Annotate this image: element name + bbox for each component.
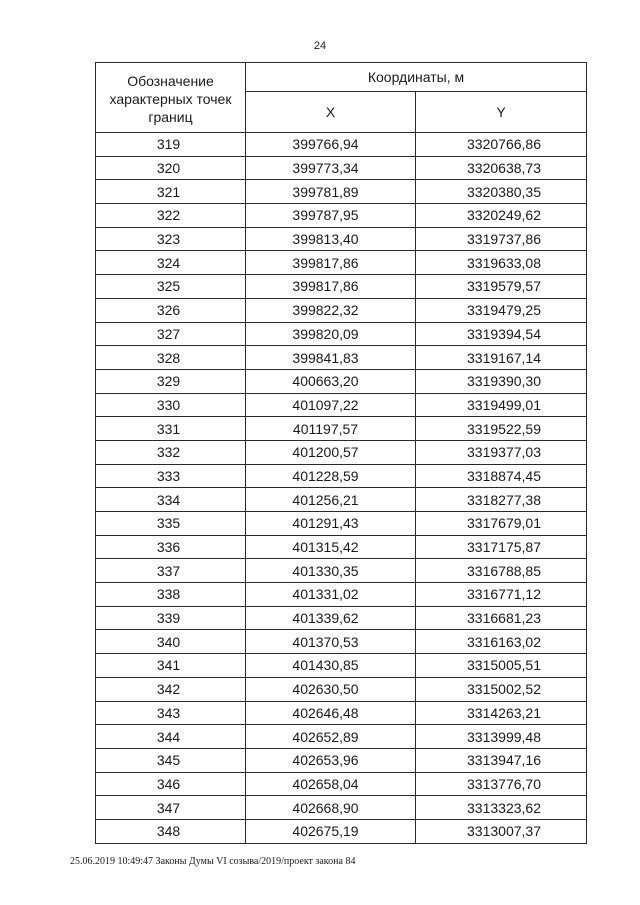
- point-cell: 334: [96, 488, 246, 512]
- point-cell: 342: [96, 677, 246, 701]
- point-cell: 331: [96, 417, 246, 441]
- point-cell: 345: [96, 748, 246, 772]
- page-number: 24: [313, 40, 327, 52]
- x-cell: 401330,35: [246, 559, 416, 583]
- point-cell: 319: [96, 133, 246, 157]
- y-cell: 3319579,57: [416, 275, 587, 299]
- y-cell: 3317175,87: [416, 535, 587, 559]
- table-row: [96, 654, 587, 678]
- point-cell: 336: [96, 535, 246, 559]
- table-row: [96, 298, 587, 322]
- point-cell: 339: [96, 606, 246, 630]
- table-row: [96, 772, 587, 796]
- x-cell: 399817,86: [246, 275, 416, 299]
- point-cell: 346: [96, 772, 246, 796]
- table-row: [96, 204, 587, 228]
- point-cell: 335: [96, 512, 246, 536]
- point-cell: 343: [96, 701, 246, 725]
- y-column-header: Y: [416, 92, 587, 133]
- x-cell: 399773,34: [246, 156, 416, 180]
- point-cell: 320: [96, 156, 246, 180]
- y-cell: 3315005,51: [416, 654, 587, 678]
- table-row: [96, 346, 587, 370]
- table-row: [96, 630, 587, 654]
- x-cell: 402646,48: [246, 701, 416, 725]
- y-cell: 3319522,59: [416, 417, 587, 441]
- point-cell: 326: [96, 298, 246, 322]
- point-cell: 329: [96, 369, 246, 393]
- table-row: [96, 369, 587, 393]
- y-cell: 3319479,25: [416, 298, 587, 322]
- y-cell: 3319377,03: [416, 440, 587, 464]
- y-cell: 3313999,48: [416, 725, 587, 749]
- y-cell: 3319394,54: [416, 322, 587, 346]
- x-cell: 399813,40: [246, 227, 416, 251]
- point-cell: 321: [96, 180, 246, 204]
- x-cell: 399841,83: [246, 346, 416, 370]
- x-cell: 399817,86: [246, 251, 416, 275]
- y-cell: 3317679,01: [416, 512, 587, 536]
- y-cell: 3318277,38: [416, 488, 587, 512]
- point-cell: 322: [96, 204, 246, 228]
- table-row: [96, 227, 587, 251]
- table-row: [96, 512, 587, 536]
- y-cell: 3314263,21: [416, 701, 587, 725]
- point-cell: 347: [96, 796, 246, 820]
- table-row: [96, 251, 587, 275]
- x-cell: 399766,94: [246, 133, 416, 157]
- x-cell: 402630,50: [246, 677, 416, 701]
- x-cell: 401197,57: [246, 417, 416, 441]
- x-column-header: X: [246, 92, 416, 133]
- y-cell: 3319390,30: [416, 369, 587, 393]
- table-row: [96, 748, 587, 772]
- y-cell: 3319737,86: [416, 227, 587, 251]
- y-cell: 3316163,02: [416, 630, 587, 654]
- table-row: [96, 583, 587, 607]
- coordinates-table: [95, 62, 587, 844]
- x-cell: 402652,89: [246, 725, 416, 749]
- y-cell: 3319499,01: [416, 393, 587, 417]
- x-cell: 399822,32: [246, 298, 416, 322]
- point-cell: 323: [96, 227, 246, 251]
- table-row: [96, 725, 587, 749]
- table-row: [96, 677, 587, 701]
- x-cell: 402668,90: [246, 796, 416, 820]
- y-cell: 3316788,85: [416, 559, 587, 583]
- table-row: [96, 322, 587, 346]
- y-cell: 3313007,37: [416, 819, 587, 843]
- table-row: [96, 606, 587, 630]
- x-cell: 401228,59: [246, 464, 416, 488]
- x-cell: 401315,42: [246, 535, 416, 559]
- point-cell: 337: [96, 559, 246, 583]
- x-cell: 401339,62: [246, 606, 416, 630]
- x-cell: 402658,04: [246, 772, 416, 796]
- y-cell: 3316771,12: [416, 583, 587, 607]
- x-cell: 400663,20: [246, 369, 416, 393]
- table-row: [96, 440, 587, 464]
- y-cell: 3320380,35: [416, 180, 587, 204]
- point-cell: 324: [96, 251, 246, 275]
- y-cell: 3315002,52: [416, 677, 587, 701]
- x-cell: 402653,96: [246, 748, 416, 772]
- table-body: [96, 133, 587, 844]
- x-cell: 399781,89: [246, 180, 416, 204]
- x-cell: 401291,43: [246, 512, 416, 536]
- table-row: [96, 819, 587, 843]
- y-cell: 3319633,08: [416, 251, 587, 275]
- point-cell: 330: [96, 393, 246, 417]
- x-cell: 401200,57: [246, 440, 416, 464]
- x-cell: 401370,53: [246, 630, 416, 654]
- y-cell: 3319167,14: [416, 346, 587, 370]
- x-cell: 401256,21: [246, 488, 416, 512]
- x-cell: 402675,19: [246, 819, 416, 843]
- table-header: [96, 63, 587, 133]
- x-cell: 399787,95: [246, 204, 416, 228]
- table-row: [96, 559, 587, 583]
- coordinates-header: Координаты, м: [246, 63, 587, 92]
- point-cell: 340: [96, 630, 246, 654]
- point-column-header: Обозначение характерных точек границ: [96, 63, 246, 133]
- point-cell: 338: [96, 583, 246, 607]
- table-row: [96, 701, 587, 725]
- point-cell: 341: [96, 654, 246, 678]
- table-row: [96, 796, 587, 820]
- table-row: [96, 393, 587, 417]
- table-row: [96, 180, 587, 204]
- table-row: [96, 133, 587, 157]
- y-cell: 3316681,23: [416, 606, 587, 630]
- table-row: [96, 156, 587, 180]
- x-cell: 401430,85: [246, 654, 416, 678]
- footer-stamp: 25.06.2019 10:49:47 Законы Думы VI созыва/2019/проект закона 84: [70, 856, 356, 867]
- y-cell: 3318874,45: [416, 464, 587, 488]
- x-cell: 401097,22: [246, 393, 416, 417]
- y-cell: 3313323,62: [416, 796, 587, 820]
- y-cell: 3320766,86: [416, 133, 587, 157]
- x-cell: 399820,09: [246, 322, 416, 346]
- point-cell: 325: [96, 275, 246, 299]
- x-cell: 401331,02: [246, 583, 416, 607]
- y-cell: 3320638,73: [416, 156, 587, 180]
- point-cell: 328: [96, 346, 246, 370]
- table-row: [96, 417, 587, 441]
- y-cell: 3320249,62: [416, 204, 587, 228]
- table-row: [96, 535, 587, 559]
- table-row: [96, 464, 587, 488]
- table-row: [96, 275, 587, 299]
- y-cell: 3313947,16: [416, 748, 587, 772]
- point-cell: 332: [96, 440, 246, 464]
- y-cell: 3313776,70: [416, 772, 587, 796]
- point-cell: 327: [96, 322, 246, 346]
- point-cell: 333: [96, 464, 246, 488]
- point-cell: 348: [96, 819, 246, 843]
- point-cell: 344: [96, 725, 246, 749]
- table-row: [96, 488, 587, 512]
